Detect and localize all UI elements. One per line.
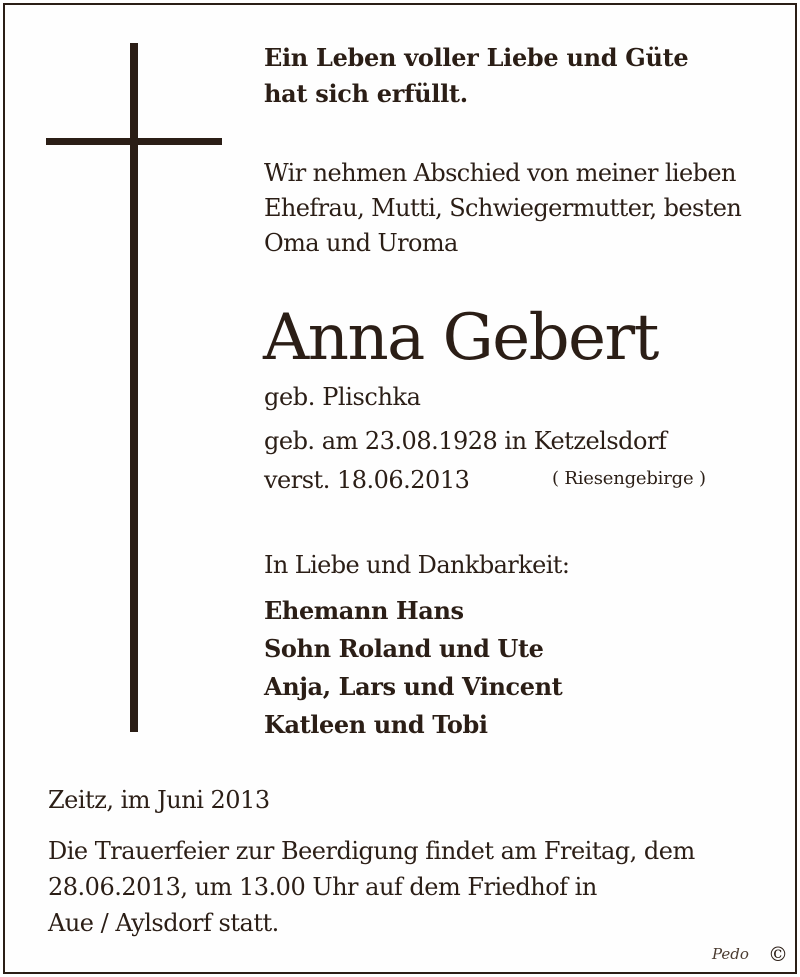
maiden-name: geb. Plischka xyxy=(264,383,421,411)
birth-region: ( Riesengebirge ) xyxy=(552,468,706,489)
farewell-intro xyxy=(264,156,741,261)
funeral-line-2: 28.06.2013, um 13.00 Uhr auf dem Friedhof in xyxy=(48,873,597,901)
funeral-notice xyxy=(48,833,695,941)
mourners-heading: In Liebe und Dankbarkeit: xyxy=(264,551,570,579)
intro-line-1: Wir nehmen Abschied von meiner lieben xyxy=(264,159,736,187)
deceased-name: Anna Gebert xyxy=(263,301,658,375)
mourner-name: Katleen und Tobi xyxy=(264,710,488,739)
funeral-line-1: Die Trauerfeier zur Beerdigung findet am Freitag, dem xyxy=(48,837,695,865)
intro-line-3: Oma und Uroma xyxy=(264,229,458,257)
mourner-name: Ehemann Hans xyxy=(264,596,464,625)
designer-signature: Pedo xyxy=(712,945,749,963)
cross-icon-vertical-bar xyxy=(130,43,138,732)
motto-line-2: hat sich erfüllt. xyxy=(264,79,468,108)
place-date: Zeitz, im Juni 2013 xyxy=(48,786,270,814)
motto-line-1: Ein Leben voller Liebe und Güte xyxy=(264,43,689,72)
intro-line-2: Ehefrau, Mutti, Schwiegermutter, besten xyxy=(264,194,742,222)
copyright-icon: © xyxy=(768,942,788,966)
birth-info: geb. am 23.08.1928 in Ketzelsdorf xyxy=(264,427,667,455)
motto xyxy=(264,40,688,112)
mourner-name: Anja, Lars und Vincent xyxy=(264,672,563,701)
mourner-name: Sohn Roland und Ute xyxy=(264,634,544,663)
funeral-line-3: Aue / Aylsdorf statt. xyxy=(48,909,279,937)
mourners-list xyxy=(264,592,562,744)
cross-icon-horizontal-bar xyxy=(46,138,222,145)
death-date: verst. 18.06.2013 xyxy=(264,466,470,494)
